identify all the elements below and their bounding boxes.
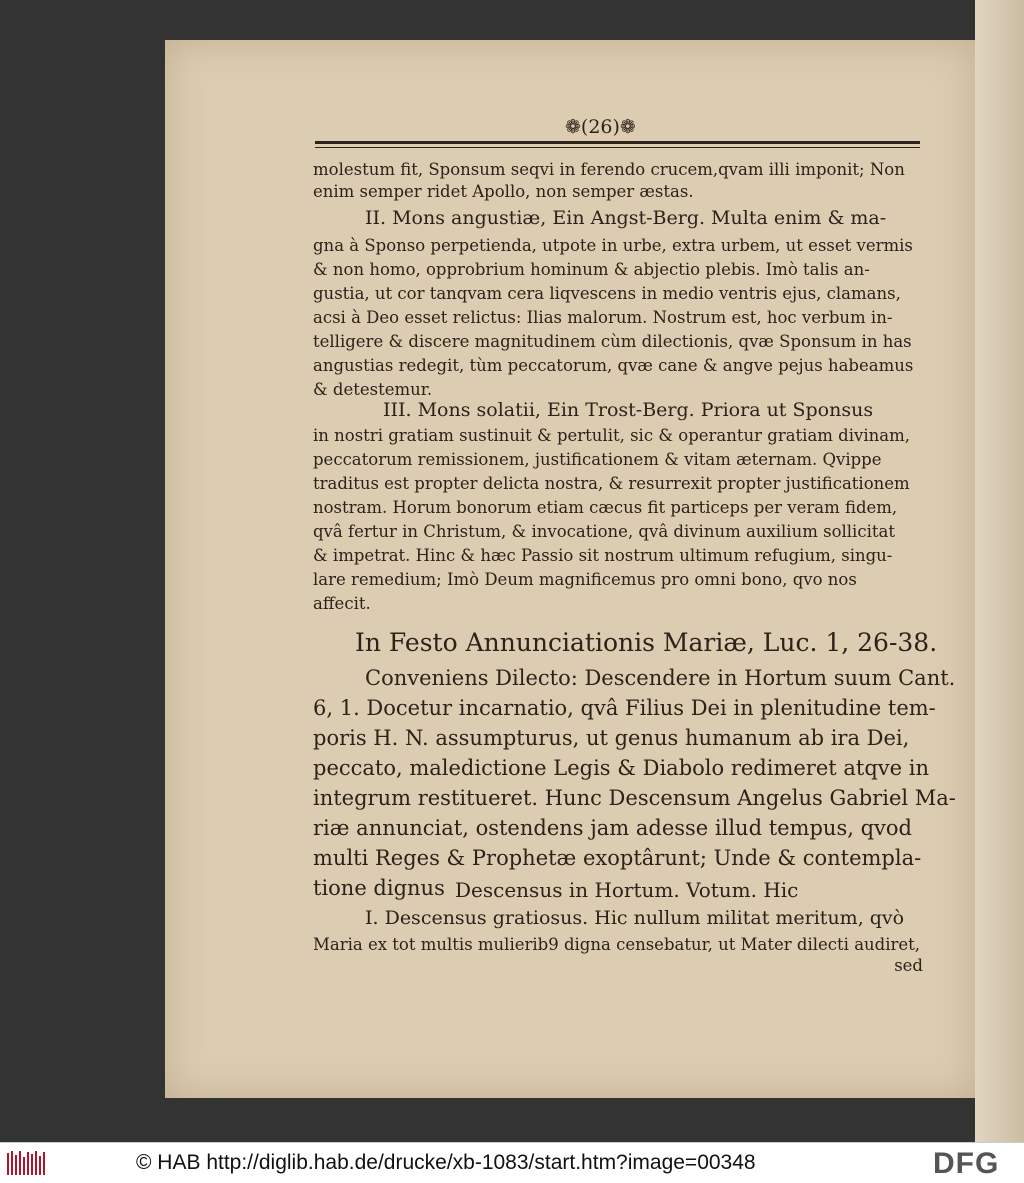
text-line: & impetrat. Hinc & hæc Passio sit nostrum ultimum refugium, singu-	[313, 546, 893, 565]
text-line: I. Descensus gratiosus. Hic nullum militat meritum, qvò	[365, 907, 905, 929]
votum-line: Descensus in Hortum. Votum. Hic	[455, 878, 799, 902]
text-line: acsi à Deo esset relictus: Ilias malorum. Nostrum est, hoc verbum in-	[313, 308, 893, 327]
text-line: Conveniens Dilecto: Descendere in Hortum suum Cant.	[365, 666, 956, 690]
text-line: gna à Sponso perpetienda, utpote in urbe, extra urbem, ut esset vermis	[313, 236, 913, 255]
text-line: enim semper ridet Apollo, non semper æstas.	[313, 182, 694, 201]
text-line: & non homo, opprobrium hominum & abjectio plebis. Imò talis an-	[313, 260, 870, 279]
footer-bar	[0, 1142, 1024, 1183]
text-line: riæ annunciat, ostendens jam adesse illud tempus, qvod	[313, 816, 912, 840]
text-line: III. Mons solatii, Ein Trost-Berg. Priora ut Sponsus	[383, 399, 874, 421]
section-heading: In Festo Annunciationis Mariæ, Luc. 1, 26-38.	[355, 628, 938, 657]
page-number-header: ❁(26)❁	[565, 116, 636, 138]
text-line: II. Mons angustiæ, Ein Angst-Berg. Multa enim & ma-	[365, 207, 887, 229]
text-line: qvâ fertur in Christum, & invocatione, qvâ divinum auxilium sollicitat	[313, 522, 895, 541]
text-line: poris H. N. assumpturus, ut genus humanum ab ira Dei,	[313, 726, 910, 750]
text-line: molestum fit, Sponsum seqvi in ferendo crucem,qvam illi imponit; Non	[313, 160, 905, 179]
hab-logo-icon	[6, 1149, 46, 1177]
text-line: nostram. Horum bonorum etiam cæcus fit particeps per veram fidem,	[313, 498, 898, 517]
text-line: gustia, ut cor tanqvam cera liqvescens in medio ventris ejus, clamans,	[313, 284, 901, 303]
adjacent-page-edge	[975, 0, 1024, 1142]
header-rule	[315, 141, 920, 148]
book-page	[165, 40, 975, 1098]
footer-url-text[interactable]: © HAB http://diglib.hab.de/drucke/xb-1083/start.htm?image=00348	[136, 1151, 756, 1174]
text-line: telligere & discere magnitudinem cùm dilectionis, qvæ Sponsum in has	[313, 332, 912, 351]
text-line: in nostri gratiam sustinuit & pertulit, sic & operantur gratiam divinam,	[313, 426, 910, 445]
text-line: peccatorum remissionem, justificationem & vitam æternam. Qvippe	[313, 450, 882, 469]
dfg-logo: DFG	[933, 1147, 1000, 1180]
text-line: integrum restitueret. Hunc Descensum Angelus Gabriel Ma-	[313, 786, 956, 810]
catchword: sed	[894, 956, 923, 975]
text-line: peccato, maledictione Legis & Diabolo redimeret atqve in	[313, 756, 929, 780]
text-line: lare remedium; Imò Deum magnificemus pro omni bono, qvo nos	[313, 570, 857, 589]
text-line: 6, 1. Docetur incarnatio, qvâ Filius Dei in plenitudine tem-	[313, 696, 936, 720]
text-line: & detestemur.	[313, 380, 433, 399]
text-line: Maria ex tot multis mulierib9 digna censebatur, ut Mater dilecti audiret,	[313, 935, 921, 954]
text-line: affecit.	[313, 594, 371, 613]
text-line: multi Reges & Prophetæ exoptârunt; Unde & contempla-	[313, 846, 922, 870]
text-line: traditus est propter delicta nostra, & resurrexit propter justificationem	[313, 474, 910, 493]
text-line: angustias redegit, tùm peccatorum, qvæ cane & angve pejus habeamus	[313, 356, 914, 375]
text-line: tione dignus	[313, 876, 445, 900]
